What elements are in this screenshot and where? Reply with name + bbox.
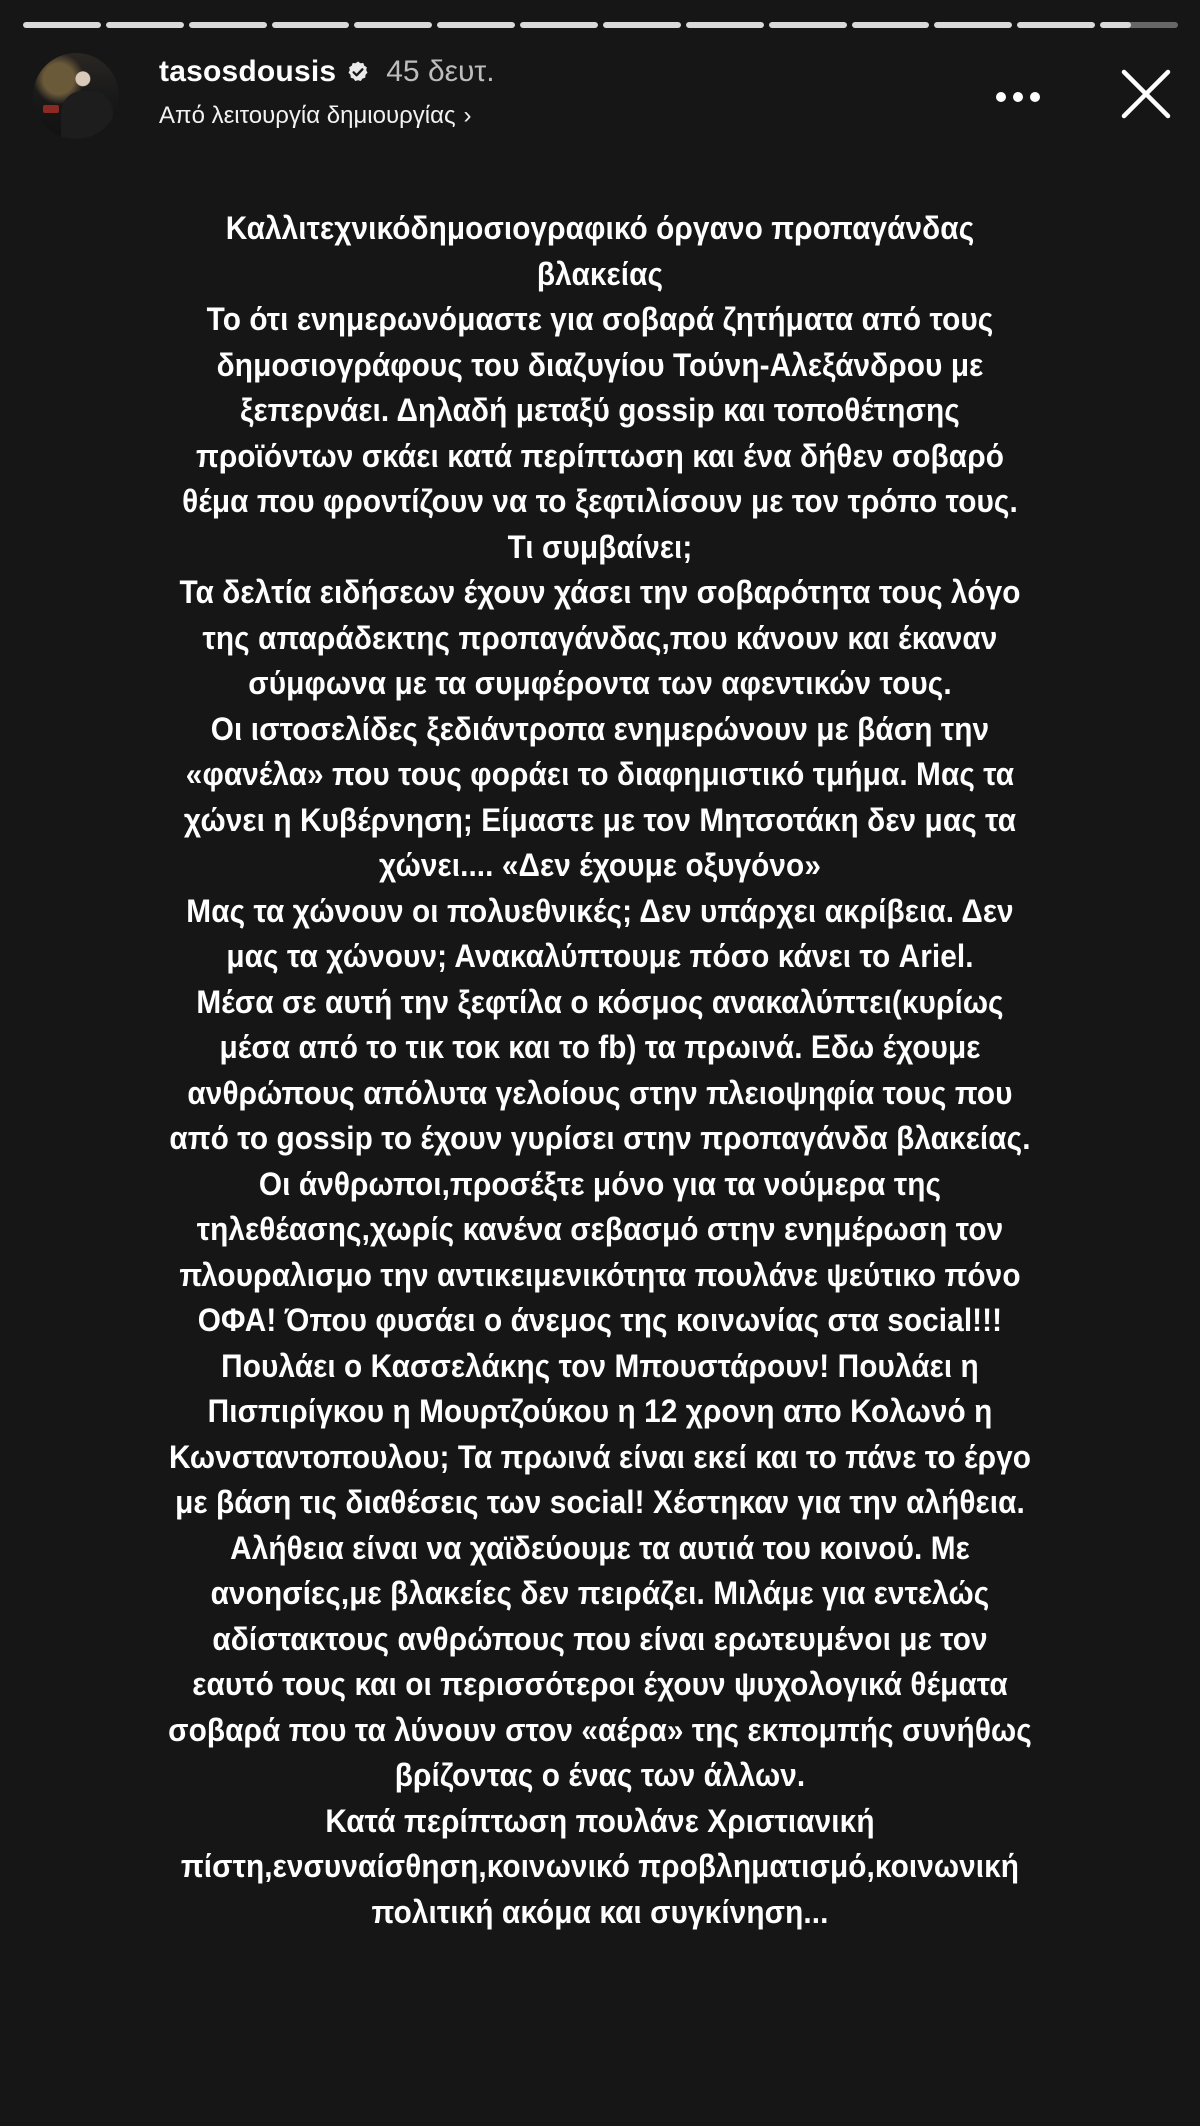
avatar-figure — [61, 91, 113, 139]
story-text-line: ξεπερνάει. Δηλαδή μεταξύ gossip και τοποθέτησης — [240, 392, 960, 428]
story-text-line: προϊόντων σκάει κατά περίπτωση και ένα δήθεν σοβαρό — [196, 437, 1004, 474]
story-text-line: μας τα χώνουν; Ανακαλύπτουμε πόσο κάνει το Ariel. — [226, 938, 974, 974]
story-text-line: ανοησίες,με βλακείες δεν πειράζει. Μιλάμε για εντελώς — [210, 1575, 990, 1611]
progress-segment-fill — [437, 22, 515, 28]
story-text-line: Μέσα σε αυτή την ξεφτίλα ο κόσμος ανακαλύπτει(κυρίως — [196, 983, 1004, 1020]
more-options-button[interactable] — [996, 90, 1042, 104]
username-link[interactable]: tasosdousis — [159, 55, 337, 88]
progress-segment-fill — [852, 22, 930, 28]
story-text-line: χώνει.... «Δεν έχουμε οξυγόνο» — [379, 847, 821, 883]
story-text-line: ΟΦΑ! Όπου φυσάει ο άνεμος της κοινωνίας στα social!!! — [197, 1302, 1003, 1338]
progress-segment — [686, 22, 764, 28]
story-text-line: Πουλάει ο Κασσελάκης τον Μπουστάρουν! Πουλάει η — [221, 1347, 979, 1384]
story-text-line: Κατά περίπτωση πουλάνε Χριστιανική — [325, 1802, 875, 1839]
progress-segment — [934, 22, 1012, 28]
progress-segment-fill — [272, 22, 350, 28]
story-header — [33, 50, 1180, 140]
progress-segment-fill — [1017, 22, 1095, 28]
progress-segment-fill — [934, 22, 1012, 28]
more-horizontal-icon — [1013, 92, 1023, 102]
close-icon — [1124, 72, 1168, 116]
progress-segment — [272, 22, 350, 28]
progress-segment — [354, 22, 432, 28]
progress-segment — [23, 22, 101, 28]
more-horizontal-icon — [1030, 92, 1040, 102]
story-text-line: πίστη,ενσυναίσθηση,κοινωνικό προβληματισμό,κοινωνική — [180, 1848, 1020, 1884]
story-text-line: Καλλιτεχνικόδημοσιογραφικό όργανο προπαγάνδας — [225, 210, 975, 246]
story-text-line: Μας τα χώνουν οι πολυεθνικές; Δεν υπάρχει ακρίβεια. Δεν — [186, 892, 1014, 929]
progress-segment-fill — [769, 22, 847, 28]
progress-segment-fill — [520, 22, 598, 28]
story-text-line: σύμφωνα με τα συμφέροντα των αφεντικών τους. — [248, 665, 952, 701]
story-text-line: τηλεθέασης,χωρίς κανένα σεβασμό στην ενημέρωση τον — [196, 1211, 1004, 1247]
progress-segment — [520, 22, 598, 28]
progress-segment — [189, 22, 267, 28]
verified-badge-icon — [346, 60, 370, 84]
story-text-line: δημοσιογράφους του διαζυγίου Τούνη-Αλεξάνδρου με — [216, 346, 984, 383]
progress-segment — [603, 22, 681, 28]
created-with-label: Από λειτουργία δημιουργίας — [159, 102, 456, 129]
progress-segment — [437, 22, 515, 28]
story-text-line: Αλήθεια είναι να χαϊδεύουμε τα αυτιά του κοινού. Με — [230, 1529, 970, 1566]
story-text-line: μέσα από το τικ τοκ και το fb) τα πρωινά. Εδω έχουμε — [219, 1029, 981, 1065]
user-line — [159, 52, 495, 92]
story-text-line: «φανέλα» που τους φοράει το διαφημιστικό τμήμα. Μας τα — [185, 756, 1015, 792]
avatar-detail — [43, 105, 59, 113]
story-text-line: από το gossip το έχουν γυρίσει στην προπαγάνδα βλακείας. — [169, 1120, 1031, 1156]
story-text-line: Τι συμβαίνει; — [507, 528, 693, 565]
story-progress-bar — [23, 22, 1178, 28]
progress-segment-fill — [1100, 22, 1131, 28]
created-with-link[interactable] — [159, 100, 472, 132]
more-horizontal-icon — [996, 92, 1006, 102]
story-text-line: σοβαρά που τα λύνουν στον «αέρα» της εκπομπής συνήθως — [168, 1711, 1032, 1748]
story-text-line: Οι ιστοσελίδες ξεδιάντροπα ενημερώνουν με βάση την — [210, 710, 990, 747]
story-text-line: Το ότι ενημερωνόμαστε για σοβαρά ζητήματα από τους — [206, 301, 994, 337]
close-button[interactable] — [1114, 62, 1178, 126]
story-text-line: Οι άνθρωποι,προσέξτε μόνο για τα νούμερα της — [258, 1165, 942, 1202]
story-text-content — [79, 206, 1121, 1935]
progress-segment — [852, 22, 930, 28]
progress-segment-fill — [106, 22, 184, 28]
progress-segment-fill — [354, 22, 432, 28]
progress-segment — [1017, 22, 1095, 28]
story-text-line: χώνει η Κυβέρνηση; Είμαστε με τον Μητσοτάκη δεν μας τα — [183, 801, 1017, 838]
story-text-line: με βάση τις διαθέσεις των social! Χέστηκαν για την αλήθεια. — [175, 1484, 1025, 1520]
avatar[interactable] — [33, 53, 119, 139]
story-text-line: βλακείας — [536, 255, 664, 292]
story-text-line: Κωνσταντοπουλου; Τα πρωινά είναι εκεί και το πάνε το έργο — [169, 1438, 1031, 1475]
story-text-line: ανθρώπους απόλυτα γελοίους στην πλειοψηφία τους που — [187, 1074, 1013, 1111]
progress-segment-fill — [686, 22, 764, 28]
story-text-line: Πισπιρίγκου η Μουρτζούκου η 12 χρονη απο Κολωνό η — [207, 1393, 993, 1429]
progress-segment — [769, 22, 847, 28]
progress-segment — [106, 22, 184, 28]
story-text-line: της απαράδεκτης προπαγάνδας,που κάνουν και έκαναν — [202, 619, 998, 656]
story-text-line: πολιτική ακόμα και συγκίνηση... — [371, 1893, 829, 1930]
story-text-line: βρίζοντας ο ένας των άλλων. — [394, 1757, 806, 1793]
progress-segment-fill — [189, 22, 267, 28]
story-text-line: θέμα που φροντίζουν να το ξεφτιλίσουν με τον τρόπο τους. — [182, 483, 1018, 519]
chevron-right-icon: › — [463, 102, 472, 129]
story-timestamp: 45 δευτ. — [386, 55, 495, 88]
story-text-line: εαυτό τους και οι περισσότεροι έχουν ψυχολογικά θέματα — [192, 1666, 1008, 1702]
story-text-line: αδίστακτους ανθρώπους που είναι ερωτευμένοι με τον — [212, 1620, 988, 1657]
progress-segment-fill — [603, 22, 681, 28]
progress-segment-fill — [23, 22, 101, 28]
story-text-line: Τα δελτία ειδήσεων έχουν χάσει την σοβαρότητα τους λόγο — [179, 574, 1021, 610]
story-text-line: πλουραλισμο την αντικειμενικότητα πουλάνε ψεύτικο πόνο — [179, 1256, 1021, 1293]
progress-segment — [1100, 22, 1178, 28]
